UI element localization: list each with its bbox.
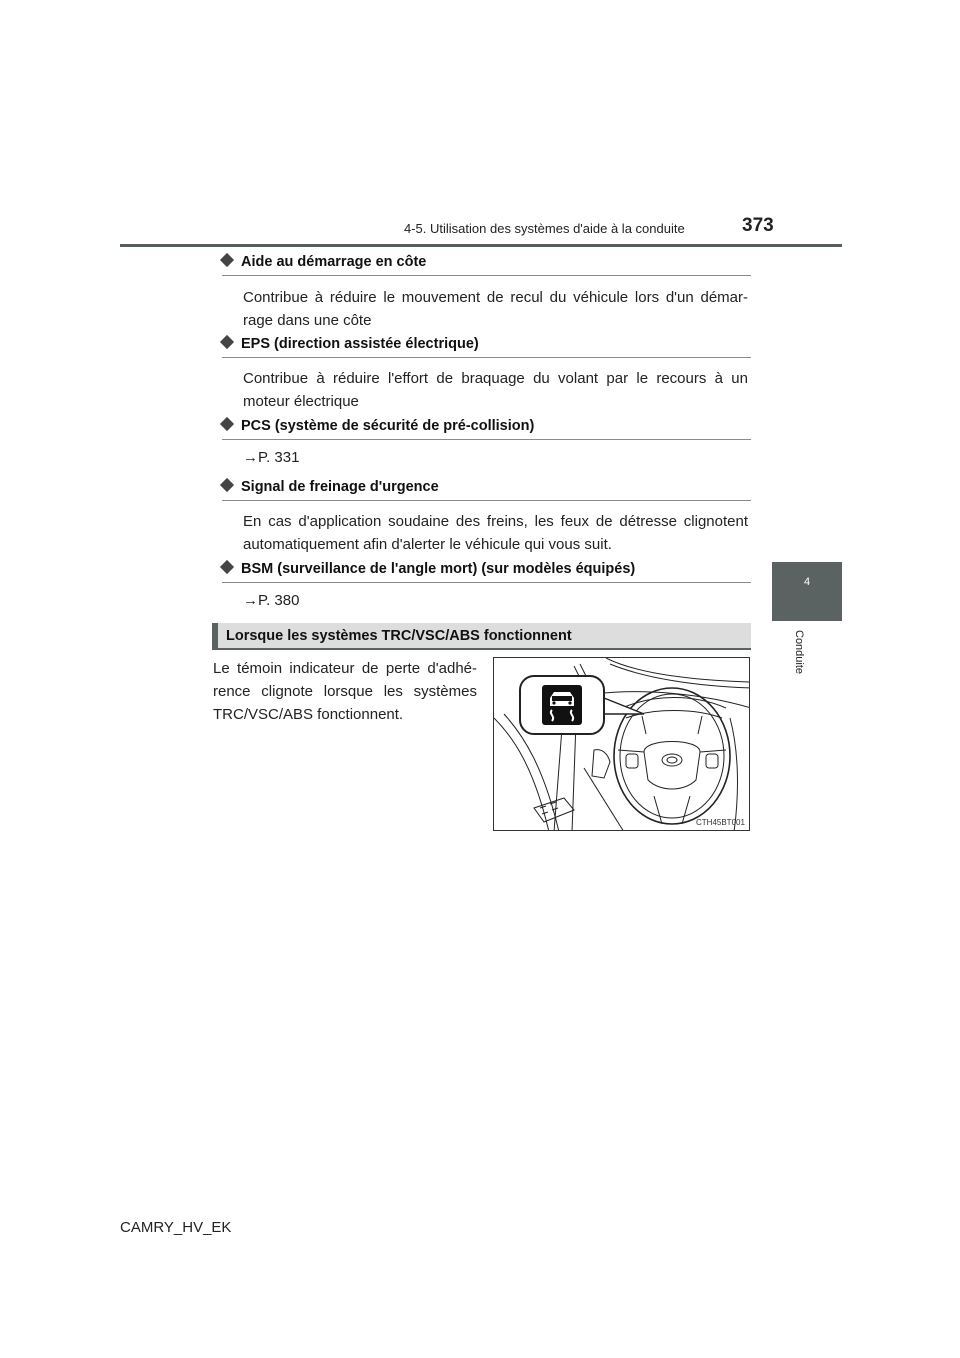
explain-line: rence clignote lorsque les systèmes	[213, 683, 477, 700]
explain-line: Le témoin indicateur de perte d'adhé-	[213, 660, 477, 677]
header-rule	[120, 244, 842, 247]
body-line: Contribue à réduire le mouvement de recul du véhicule lors d'un démar-	[243, 289, 748, 306]
body-line: rage dans une côte	[243, 312, 372, 329]
illustration-code: CTH45BT001	[696, 818, 745, 827]
section-title-emergency-brake-signal: Signal de freinage d'urgence	[222, 479, 439, 495]
section-title-bsm: BSM (surveillance de l'angle mort) (sur modèles équipés)	[222, 561, 635, 577]
section-body-hill-start	[243, 286, 748, 332]
dashboard-illustration	[493, 657, 750, 831]
section-rule	[222, 500, 751, 501]
diamond-bullet-icon	[220, 253, 234, 267]
body-line: En cas d'application soudaine des freins, les feux de détresse clignotent	[243, 513, 748, 530]
banner-accent-bar	[212, 623, 218, 649]
page-number: 373	[742, 215, 774, 236]
body-line: moteur électrique	[243, 393, 359, 410]
diamond-bullet-icon	[220, 478, 234, 492]
section-rule	[222, 582, 751, 583]
diamond-bullet-icon	[220, 417, 234, 431]
body-line: Contribue à réduire l'effort de braquage du volant par le recours à un	[243, 370, 748, 387]
diamond-bullet-icon	[220, 560, 234, 574]
diamond-bullet-icon	[220, 335, 234, 349]
explanation-text	[213, 657, 477, 726]
chapter-label: Conduite	[793, 630, 805, 675]
section-title-eps: EPS (direction assistée électrique)	[222, 336, 479, 352]
slip-indicator-icon	[542, 685, 582, 725]
section-title-hill-start: Aide au démarrage en côte	[222, 254, 426, 270]
page-reference-link[interactable]: →P. 331	[243, 449, 300, 466]
dashboard-drawing	[494, 658, 750, 831]
chapter-number: 4	[803, 576, 811, 588]
section-title-pcs: PCS (système de sécurité de pré-collision)	[222, 418, 534, 434]
section-header: 4-5. Utilisation des systèmes d'aide à la conduite	[404, 221, 685, 236]
banner-underline	[212, 648, 751, 650]
body-line: automatiquement afin d'alerter le véhicule qui vous suit.	[243, 536, 612, 553]
section-body-emergency-brake-signal	[243, 510, 748, 556]
section-body-eps	[243, 367, 748, 413]
section-rule	[222, 275, 751, 276]
explain-line: TRC/VSC/ABS fonctionnent.	[213, 706, 404, 723]
footer-model-code: CAMRY_HV_EK	[120, 1219, 232, 1236]
banner-title: Lorsque les systèmes TRC/VSC/ABS fonctionnent	[226, 628, 572, 644]
section-rule	[222, 357, 751, 358]
chapter-tab[interactable]	[772, 562, 842, 621]
page-reference-link[interactable]: →P. 380	[243, 592, 300, 609]
section-rule	[222, 439, 751, 440]
